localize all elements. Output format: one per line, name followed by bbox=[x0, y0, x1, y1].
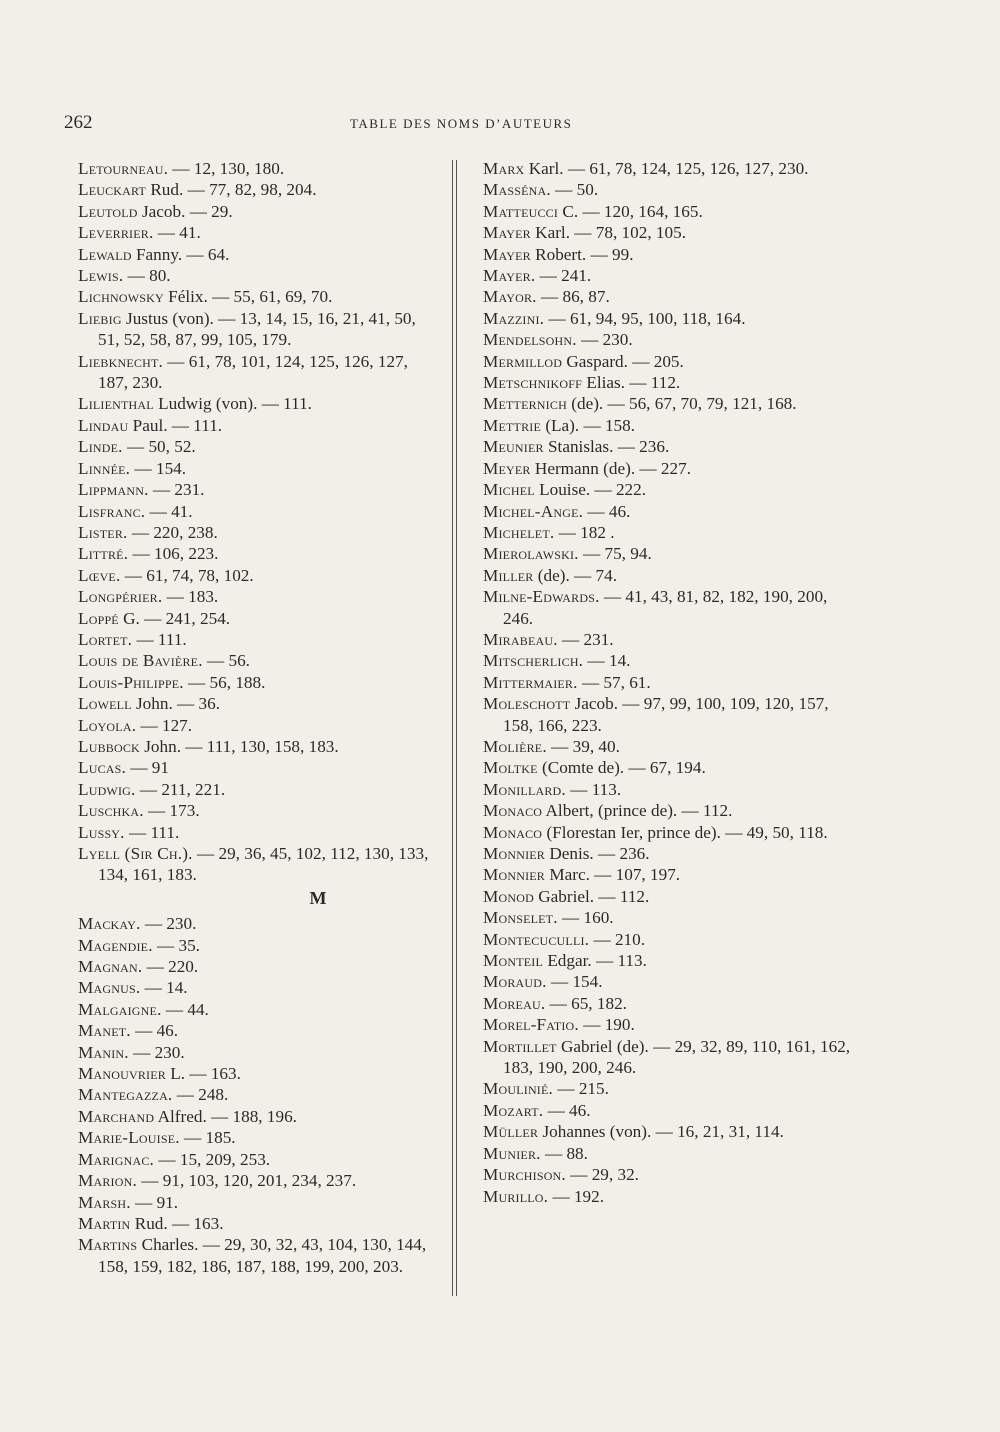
page-references: (Florestan Ier, prince de). — 49, 50, 118. bbox=[542, 822, 828, 842]
author-name: Lippmann. bbox=[78, 480, 149, 500]
index-entry bbox=[78, 608, 430, 629]
author-name: Moulinié. bbox=[483, 1079, 554, 1099]
page-references: — 173. bbox=[143, 801, 200, 821]
page-references: — 61, 94, 95, 100, 118, 164. bbox=[544, 308, 746, 328]
page-references: — 220. bbox=[142, 957, 199, 977]
page-references: — 185. bbox=[179, 1128, 236, 1148]
index-entry bbox=[78, 693, 430, 714]
index-entry bbox=[78, 265, 430, 286]
index-entry bbox=[78, 286, 430, 307]
author-name: Mierolawski. bbox=[483, 544, 579, 564]
author-name: Lubbock bbox=[78, 736, 140, 756]
author-name: Lyell (Sir Ch.). bbox=[78, 844, 193, 863]
index-entry bbox=[78, 1042, 430, 1063]
index-entry bbox=[78, 1127, 430, 1148]
index-entry bbox=[78, 629, 430, 650]
author-name: Linde. bbox=[78, 437, 123, 457]
author-name: Moleschott bbox=[483, 694, 571, 714]
author-name: Matteucci bbox=[483, 201, 559, 221]
author-name: Miller bbox=[483, 565, 534, 585]
page-references: — 111. bbox=[124, 822, 180, 842]
page-references: — 14. bbox=[140, 978, 188, 998]
author-name: Lœve. bbox=[78, 565, 121, 585]
page-references: Hermann (de). — 227. bbox=[530, 458, 691, 478]
author-name: Masséna. bbox=[483, 180, 551, 200]
page-references: — 46. bbox=[130, 1021, 179, 1041]
author-name: Moraud. bbox=[483, 972, 547, 992]
author-name: Mitscherlich. bbox=[483, 651, 584, 671]
page-references: — 248. bbox=[172, 1085, 229, 1105]
author-name: Luschka. bbox=[78, 801, 144, 821]
entries-l bbox=[78, 158, 430, 886]
page-references: Karl. — 61, 78, 124, 125, 126, 127, 230. bbox=[524, 159, 809, 178]
page-references: Louise. — 222. bbox=[534, 480, 647, 500]
index-entry bbox=[78, 158, 430, 179]
page-references: — 75, 94. bbox=[578, 544, 652, 564]
index-entry bbox=[78, 672, 430, 693]
column-rule-right bbox=[456, 160, 457, 1296]
index-entry bbox=[78, 543, 430, 564]
page-references: — 183. bbox=[162, 587, 219, 607]
page-references: Gabriel (de). — 29, 32, 89, 110, 161, 162, 183, 190, 200, 246. bbox=[503, 1036, 851, 1078]
index-entry bbox=[78, 1020, 430, 1041]
page-references: John. — 36. bbox=[131, 694, 221, 714]
author-name: Montecuculli. bbox=[483, 929, 590, 949]
index-entry bbox=[483, 971, 855, 992]
index-entry bbox=[483, 1036, 855, 1079]
index-entry bbox=[483, 907, 855, 928]
index-entry bbox=[78, 179, 430, 200]
page-references: — 12, 130, 180. bbox=[168, 159, 285, 178]
author-name: Manin. bbox=[78, 1042, 129, 1062]
author-name: Mendelsohn. bbox=[483, 330, 577, 350]
page-references: Karl. — 78, 102, 105. bbox=[530, 223, 687, 243]
page-references: Rud. — 163. bbox=[130, 1213, 224, 1233]
author-name: Malgaigne. bbox=[78, 999, 162, 1019]
page-references: Paul. — 111. bbox=[128, 415, 223, 435]
index-entry bbox=[78, 956, 430, 977]
index-entry bbox=[78, 736, 430, 757]
author-name: Mittermaier. bbox=[483, 672, 578, 692]
page-references: Gaspard. — 205. bbox=[562, 351, 684, 371]
page-references: — 91, 103, 120, 201, 234, 237. bbox=[136, 1171, 357, 1191]
page-references: Marc. — 107, 197. bbox=[545, 865, 681, 885]
index-entry bbox=[78, 308, 430, 351]
page-references: — 230. bbox=[140, 914, 197, 934]
index-entry bbox=[483, 436, 855, 457]
index-entry bbox=[483, 950, 855, 971]
page-references: Johannes (von). — 16, 21, 31, 114. bbox=[538, 1122, 784, 1142]
author-name: Mackay. bbox=[78, 914, 141, 934]
index-entry bbox=[78, 501, 430, 522]
index-entry bbox=[483, 1121, 855, 1142]
page-references: — 80. bbox=[123, 266, 171, 286]
index-entry bbox=[78, 779, 430, 800]
page-references: Justus (von). — 13, 14, 15, 16, 21, 41, 50, 51, 52, 58, 87, 99, 105, 179. bbox=[98, 308, 416, 350]
page-references: — 50. bbox=[550, 180, 599, 200]
author-name: Monselet. bbox=[483, 908, 558, 928]
index-entry bbox=[483, 565, 855, 586]
author-name: Loppé bbox=[78, 608, 119, 628]
page-references: — 56, 188. bbox=[183, 672, 266, 692]
page-references: — 91 bbox=[126, 758, 169, 778]
index-column-right bbox=[483, 158, 855, 1207]
author-name: Magnus. bbox=[78, 978, 141, 998]
author-name: Müller bbox=[483, 1122, 539, 1142]
page-references: Rud. — 77, 82, 98, 204. bbox=[146, 180, 317, 200]
page-references: (La). — 158. bbox=[541, 415, 636, 435]
author-name: Mayer bbox=[483, 223, 531, 243]
author-name: Lisfranc. bbox=[78, 501, 146, 521]
author-name: Lortet. bbox=[78, 629, 133, 649]
index-entry bbox=[78, 715, 430, 736]
author-name: Murchison. bbox=[483, 1165, 566, 1185]
page-references: — 39, 40. bbox=[546, 736, 620, 756]
page-references: — 65, 182. bbox=[545, 993, 627, 1013]
author-name: Ludwig. bbox=[78, 779, 136, 799]
page-references: — 41. bbox=[145, 501, 193, 521]
page-references: — 57, 61. bbox=[577, 672, 651, 692]
index-entry bbox=[483, 393, 855, 414]
running-title: TABLE DES NOMS D’AUTEURS bbox=[350, 116, 573, 131]
author-name: Leutold bbox=[78, 201, 138, 221]
author-name: Mayer bbox=[483, 244, 531, 264]
index-entry bbox=[483, 329, 855, 350]
index-entry bbox=[483, 864, 855, 885]
page-references: — 50, 52. bbox=[122, 437, 196, 457]
index-entry bbox=[78, 565, 430, 586]
index-entry bbox=[483, 244, 855, 265]
author-name: Magendie. bbox=[78, 935, 153, 955]
author-name: Molière. bbox=[483, 736, 547, 756]
index-entry bbox=[483, 543, 855, 564]
index-entry bbox=[78, 913, 430, 934]
page-references: — 210. bbox=[589, 929, 646, 949]
page-references: — 154. bbox=[130, 458, 187, 478]
page-references: — 192. bbox=[548, 1186, 605, 1206]
page-references: — 106, 223. bbox=[128, 544, 219, 564]
page-references: — 220, 238. bbox=[127, 522, 218, 542]
page-references: (de). — 56, 67, 70, 79, 121, 168. bbox=[566, 394, 797, 414]
index-entry bbox=[78, 935, 430, 956]
author-name: Lilienthal bbox=[78, 394, 154, 414]
author-name: Marie-Louise. bbox=[78, 1128, 180, 1148]
page-references: — 231. bbox=[557, 629, 614, 649]
index-entry bbox=[483, 736, 855, 757]
index-entry bbox=[78, 586, 430, 607]
page-references: Stanislas. — 236. bbox=[543, 437, 670, 457]
page-references: Ludwig (von). — 111. bbox=[153, 394, 312, 414]
index-entry bbox=[78, 1192, 430, 1213]
index-entry bbox=[483, 372, 855, 393]
index-entry bbox=[78, 458, 430, 479]
index-entry bbox=[78, 1213, 430, 1234]
author-name: Leuckart bbox=[78, 180, 147, 200]
page-references: — 182 . bbox=[554, 522, 615, 542]
page-references: — 15, 209, 253. bbox=[154, 1149, 271, 1169]
index-entry bbox=[483, 1078, 855, 1099]
author-name: Lichnowsky bbox=[78, 287, 164, 307]
author-name: Michelet. bbox=[483, 522, 555, 542]
author-name: Littré. bbox=[78, 544, 129, 564]
author-name: Monaco bbox=[483, 822, 543, 842]
index-entry bbox=[483, 158, 855, 179]
index-entry bbox=[78, 822, 430, 843]
page-references: — 91. bbox=[130, 1192, 179, 1212]
author-name: Mermillod bbox=[483, 351, 563, 371]
author-name: Mayor. bbox=[483, 287, 537, 307]
author-name: Lussy. bbox=[78, 822, 125, 842]
entries-right bbox=[483, 158, 855, 1207]
index-entry bbox=[483, 286, 855, 307]
index-entry bbox=[78, 999, 430, 1020]
index-entry bbox=[78, 1084, 430, 1105]
page-references: — 230. bbox=[128, 1042, 185, 1062]
page-references: — 111. bbox=[132, 629, 187, 649]
author-name: Loyola. bbox=[78, 715, 137, 735]
page-references: — 86, 87. bbox=[536, 287, 610, 307]
index-entry bbox=[483, 458, 855, 479]
author-name: Mozart. bbox=[483, 1100, 544, 1120]
index-entry bbox=[78, 222, 430, 243]
page-references: — 160. bbox=[557, 908, 614, 928]
page-references: — 127. bbox=[136, 715, 193, 735]
index-entry bbox=[78, 800, 430, 821]
author-name: Moltke bbox=[483, 758, 538, 778]
author-name: Marx bbox=[483, 159, 525, 178]
page-references: — 231. bbox=[148, 480, 205, 500]
index-entry bbox=[483, 886, 855, 907]
page-references: — 29, 32. bbox=[565, 1165, 639, 1185]
page-references: Elias. — 112. bbox=[582, 373, 681, 393]
index-entry bbox=[78, 1149, 430, 1170]
page-references: Alfred. — 188, 196. bbox=[154, 1106, 297, 1126]
section-letter: M bbox=[309, 887, 329, 908]
page-references: Robert. — 99. bbox=[530, 244, 634, 264]
page-references: Gabriel. — 112. bbox=[533, 886, 650, 906]
author-name: Louis-Philippe. bbox=[78, 672, 184, 692]
column-rule-left bbox=[452, 160, 453, 1296]
page-references: — 154. bbox=[546, 972, 603, 992]
index-entry bbox=[78, 393, 430, 414]
index-entry bbox=[483, 265, 855, 286]
author-name: Monaco bbox=[483, 801, 543, 821]
index-entry bbox=[78, 1106, 430, 1127]
page-references: Charles. — 29, 30, 32, 43, 104, 130, 144, 158, 159, 182, 186, 187, 188, 199, 200, 203. bbox=[98, 1235, 427, 1276]
author-name: Michel-Ange. bbox=[483, 501, 584, 521]
page-references: — 88. bbox=[540, 1143, 588, 1163]
index-entry bbox=[483, 1014, 855, 1035]
page-references: Edgar. — 113. bbox=[543, 951, 647, 971]
page-references: Jacob. — 97, 99, 100, 109, 120, 157, 158, 166, 223. bbox=[503, 694, 829, 735]
page-references: Denis. — 236. bbox=[545, 844, 650, 863]
page-references: Fanny. — 64. bbox=[131, 244, 230, 264]
author-name: Monnier bbox=[483, 865, 546, 885]
index-entry bbox=[483, 1100, 855, 1121]
index-entry bbox=[483, 522, 855, 543]
page-references: Jacob. — 29. bbox=[137, 201, 233, 221]
author-name: Lewis. bbox=[78, 266, 124, 286]
page-references: — 29, 36, 45, 102, 112, 130, 133, 134, 161, 183. bbox=[98, 844, 429, 885]
index-entry bbox=[483, 201, 855, 222]
author-name: Munier. bbox=[483, 1143, 541, 1163]
page-references: — 46. bbox=[543, 1100, 591, 1120]
index-entry bbox=[483, 672, 855, 693]
author-name: Mortillet bbox=[483, 1036, 557, 1056]
page-references: Albert, (prince de). — 112. bbox=[542, 801, 733, 821]
index-entry bbox=[483, 179, 855, 200]
author-name: Magnan. bbox=[78, 957, 143, 977]
index-entry bbox=[483, 222, 855, 243]
page-references: Félix. — 55, 61, 69, 70. bbox=[163, 287, 333, 307]
index-entry bbox=[78, 351, 430, 394]
author-name: Monillard. bbox=[483, 779, 566, 799]
index-entry bbox=[483, 779, 855, 800]
index-entry bbox=[483, 1164, 855, 1185]
index-entry bbox=[78, 244, 430, 265]
index-entry bbox=[483, 629, 855, 650]
author-name: Mantegazza. bbox=[78, 1085, 173, 1105]
author-name: Milne-Edwards. bbox=[483, 587, 600, 607]
index-entry bbox=[483, 415, 855, 436]
page-references: John. — 111, 130, 158, 183. bbox=[139, 736, 339, 756]
author-name: Longpérier. bbox=[78, 587, 163, 607]
page-number: 262 bbox=[64, 112, 93, 133]
index-entry bbox=[78, 757, 430, 778]
page-references: C. — 120, 164, 165. bbox=[558, 201, 703, 221]
author-name: Marsh. bbox=[78, 1192, 131, 1212]
page-references: — 241. bbox=[535, 266, 592, 286]
index-entry bbox=[78, 415, 430, 436]
author-name: Lucas. bbox=[78, 758, 127, 778]
page-references: — 211, 221. bbox=[135, 779, 226, 799]
author-name: Martins bbox=[78, 1235, 138, 1255]
page-references: — 190. bbox=[578, 1015, 635, 1035]
page-references: — 35. bbox=[152, 935, 200, 955]
author-name: Leverrier. bbox=[78, 223, 154, 243]
page-references: — 14. bbox=[583, 651, 631, 671]
author-name: Monnier bbox=[483, 844, 546, 863]
author-name: Lister. bbox=[78, 522, 128, 542]
author-name: Mirabeau. bbox=[483, 629, 558, 649]
author-name: Mettrie bbox=[483, 415, 542, 435]
index-entry bbox=[78, 1170, 430, 1191]
author-name: Moreau. bbox=[483, 993, 546, 1013]
page-references: — 41. bbox=[153, 223, 201, 243]
index-entry bbox=[483, 800, 855, 821]
index-entry bbox=[78, 201, 430, 222]
page-references: L. — 163. bbox=[165, 1064, 241, 1084]
author-name: Lewald bbox=[78, 244, 132, 264]
index-entry bbox=[78, 479, 430, 500]
page-references: G. — 241, 254. bbox=[118, 608, 231, 628]
author-name: Manet. bbox=[78, 1021, 131, 1041]
author-name: Marchand bbox=[78, 1106, 155, 1126]
page-references: — 44. bbox=[161, 999, 209, 1019]
author-name: Martin bbox=[78, 1213, 131, 1233]
author-name: Meyer bbox=[483, 458, 531, 478]
page-references: — 61, 74, 78, 102. bbox=[120, 565, 254, 585]
author-name: Morel-Fatio. bbox=[483, 1015, 579, 1035]
index-entry bbox=[78, 436, 430, 457]
index-entry bbox=[483, 308, 855, 329]
author-name: Mazzini. bbox=[483, 308, 545, 328]
page-references: — 61, 78, 101, 124, 125, 126, 127, 187, 230. bbox=[98, 351, 408, 393]
author-name: Lowell bbox=[78, 694, 132, 714]
author-name: Marion. bbox=[78, 1171, 137, 1191]
page-references: — 56. bbox=[202, 651, 250, 671]
index-entry bbox=[78, 977, 430, 998]
page-references: — 46. bbox=[583, 501, 631, 521]
author-name: Liebknecht. bbox=[78, 351, 163, 371]
index-entry bbox=[483, 993, 855, 1014]
author-name: Liebig bbox=[78, 308, 122, 328]
author-name: Manouvrier bbox=[78, 1064, 166, 1084]
author-name: Linnée. bbox=[78, 458, 131, 478]
index-entry bbox=[483, 1143, 855, 1164]
author-name: Monteil bbox=[483, 951, 544, 971]
entries-m bbox=[78, 913, 430, 1277]
index-entry bbox=[483, 693, 855, 736]
author-name: Metternich bbox=[483, 394, 567, 414]
author-name: Michel bbox=[483, 480, 535, 500]
index-column-left bbox=[78, 158, 430, 1277]
author-name: Meunier bbox=[483, 437, 544, 457]
index-entry bbox=[78, 1063, 430, 1084]
author-name: Mayer. bbox=[483, 266, 536, 286]
author-name: Letourneau. bbox=[78, 159, 169, 178]
author-name: Marignac. bbox=[78, 1149, 155, 1169]
page-references: — 215. bbox=[553, 1079, 609, 1099]
index-entry bbox=[483, 757, 855, 778]
author-name: Monod bbox=[483, 886, 534, 906]
author-name: Louis de Bavière. bbox=[78, 651, 203, 671]
author-name: Murillo. bbox=[483, 1186, 549, 1206]
index-entry bbox=[483, 351, 855, 372]
page-references: (Comte de). — 67, 194. bbox=[537, 758, 706, 778]
index-entry bbox=[78, 843, 430, 886]
index-entry bbox=[78, 522, 430, 543]
page-references: (de). — 74. bbox=[533, 565, 618, 585]
index-entry bbox=[483, 929, 855, 950]
author-name: Metschnikoff bbox=[483, 373, 583, 393]
index-entry bbox=[78, 650, 430, 671]
index-entry bbox=[483, 843, 855, 864]
index-entry bbox=[483, 501, 855, 522]
index-entry bbox=[483, 822, 855, 843]
index-entry bbox=[483, 479, 855, 500]
index-entry bbox=[483, 586, 855, 629]
author-name: Lindau bbox=[78, 415, 129, 435]
index-entry bbox=[483, 650, 855, 671]
index-entry bbox=[483, 1186, 855, 1207]
page-references: — 113. bbox=[565, 779, 622, 799]
page-references: — 41, 43, 81, 82, 182, 190, 200, 246. bbox=[503, 587, 828, 628]
index-entry bbox=[78, 1234, 430, 1277]
page-references: — 230. bbox=[576, 330, 633, 350]
